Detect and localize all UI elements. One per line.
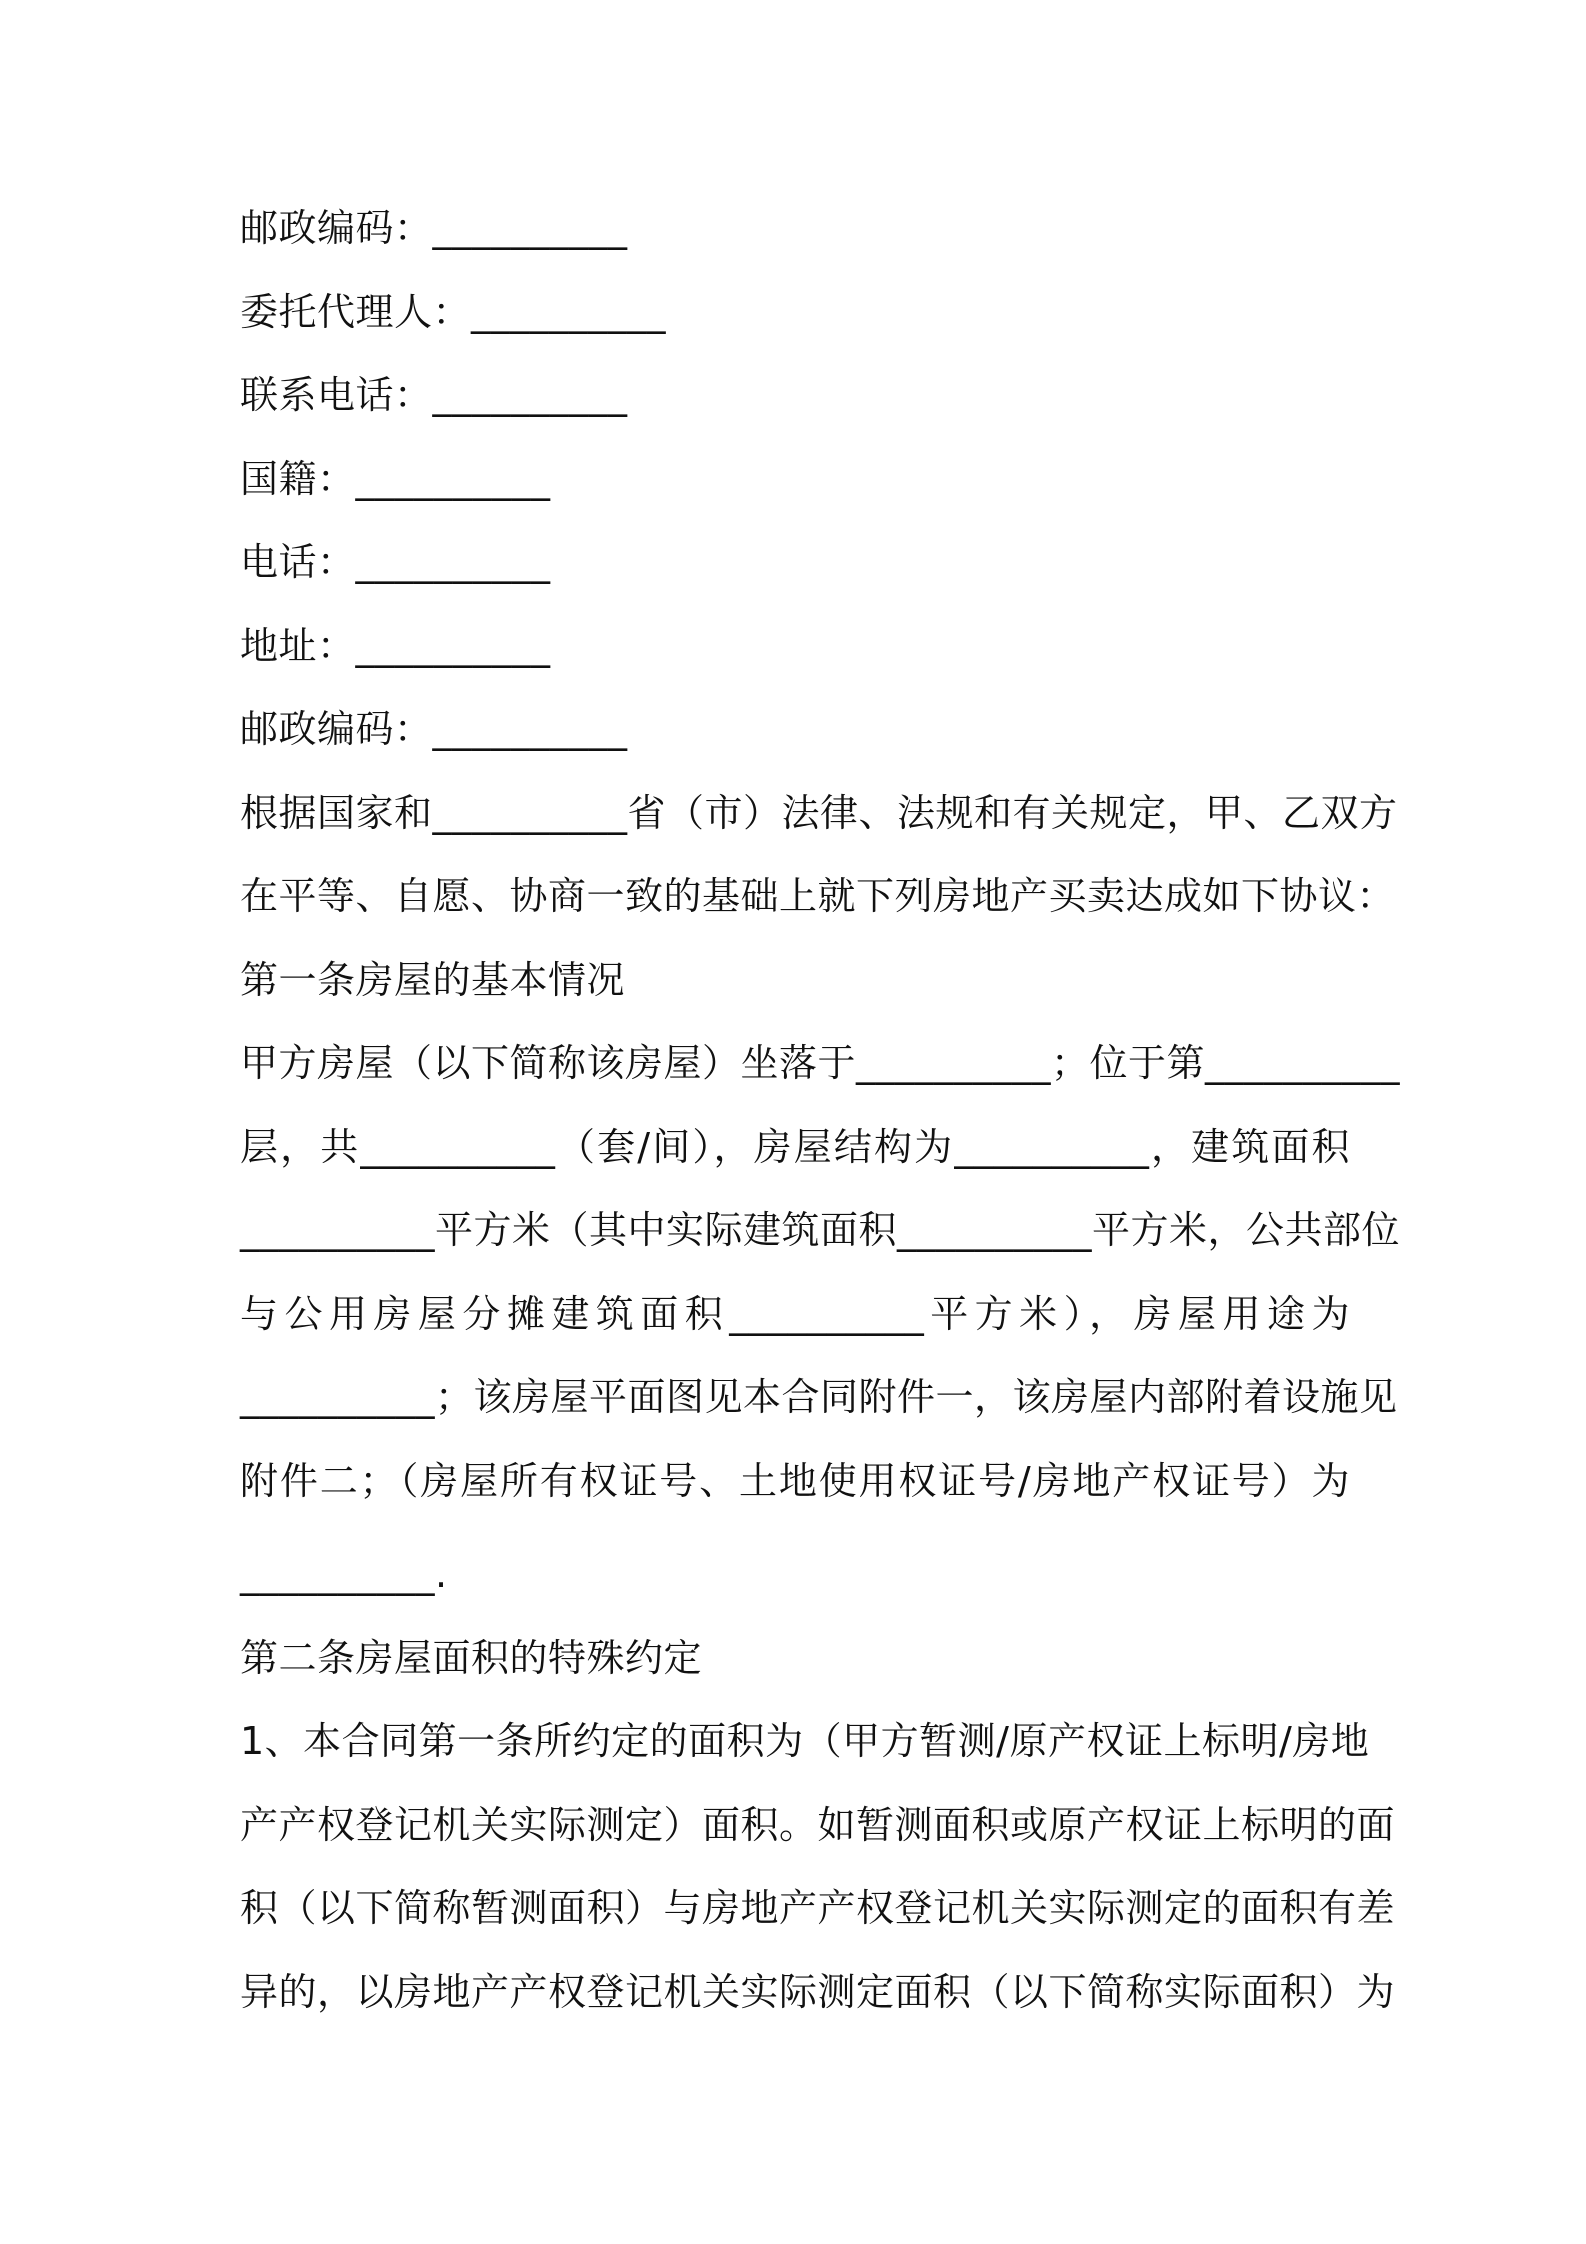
nationality-line: 国籍：__________ bbox=[240, 457, 551, 501]
paragraph-line: 甲方房屋（以下简称该房屋）坐落于__________；位于第__________ bbox=[240, 1041, 1401, 1085]
paragraph-line: 根据国家和__________省（市）法律、法规和有关规定，甲、乙双方 bbox=[240, 791, 1398, 835]
paragraph-line: 附件二；（房屋所有权证号、土地使用权证号/房地产权证号）为 bbox=[240, 1459, 1350, 1503]
paragraph-line: __________平方米（其中实际建筑面积__________平方米，公共部位 bbox=[240, 1208, 1401, 1252]
address-line: 地址：__________ bbox=[240, 624, 551, 668]
section-heading: 第二条房屋面积的特殊约定 bbox=[240, 1636, 703, 1680]
paragraph-line: 积（以下简称暂测面积）与房地产产权登记机关实际测定的面积有差 bbox=[240, 1886, 1396, 1930]
postal-code-line: 邮政编码：__________ bbox=[240, 206, 628, 250]
paragraph-line: 层，共__________（套/间），房屋结构为__________，建筑面积 bbox=[240, 1125, 1350, 1169]
paragraph-line: 1、本合同第一条所约定的面积为（甲方暂测/原产权证上标明/房地 bbox=[240, 1719, 1370, 1763]
paragraph-line: __________；该房屋平面图见本合同附件一，该房屋内部附着设施见 bbox=[240, 1375, 1398, 1419]
paragraph-line: 与公用房屋分摊建筑面积__________平方米），房屋用途为 bbox=[240, 1292, 1350, 1336]
paragraph-line: __________. bbox=[240, 1552, 448, 1596]
agent-line: 委托代理人：__________ bbox=[240, 290, 667, 334]
paragraph-line: 产产权登记机关实际测定）面积。如暂测面积或原产权证上标明的面 bbox=[240, 1803, 1396, 1847]
paragraph-line: 异的，以房地产产权登记机关实际测定面积（以下简称实际面积）为 bbox=[240, 1970, 1396, 2014]
contact-phone-line: 联系电话：__________ bbox=[240, 373, 628, 417]
document-page bbox=[240, 0, 1401, 2244]
section-heading: 第一条房屋的基本情况 bbox=[240, 958, 626, 1002]
postal-code-line-2: 邮政编码：__________ bbox=[240, 707, 628, 751]
phone-line: 电话：__________ bbox=[240, 540, 551, 584]
paragraph-line: 在平等、自愿、协商一致的基础上就下列房地产买卖达成如下协议： bbox=[240, 874, 1396, 918]
